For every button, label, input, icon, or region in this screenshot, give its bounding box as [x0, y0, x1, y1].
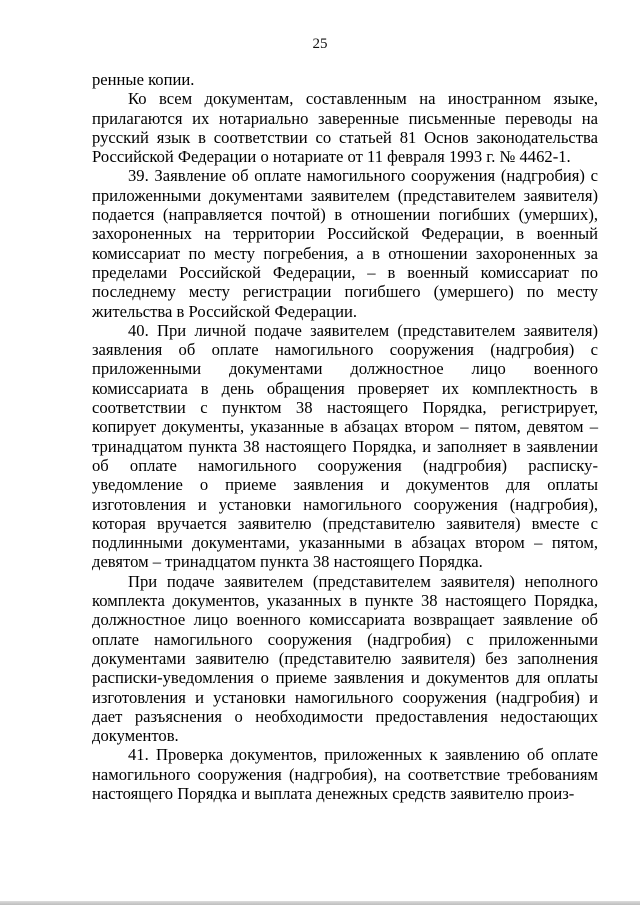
paragraph-continuation: ренные копии.	[92, 70, 195, 89]
paragraph-foreign-documents: Ко всем документам, составленным на иностранном языке, прилагаются их нотариально заверенные письменные переводы на русский язык в соответствии со статьей 81 Основ законодательства Российской Федерации о нотариате от 11 февраля 1993 г. № 4462-1.	[92, 89, 598, 167]
paragraph-41: 41. Проверка документов, приложенных к заявлению об оплате намогильного сооружения (надгробия), на соответствие требованиям настоящего Порядка и выплата денежных средств заявителю произ-	[92, 745, 598, 803]
paragraph-incomplete-set: При подаче заявителем (представителем заявителя) неполного комплекта документов, указанных в пункте 38 настоящего Порядка, должностное лицо военного комиссариата возвращает заявление об оплате намогильного сооружения (надгробия) с приложенными документами заявителю (представителю заявителя) без заполнения расписки-уведомления о приеме заявления и документов для оплаты изготовления и установки намогильного сооружения (надгробия) и дает разъяснения о необходимости предоставления недостающих документов.	[92, 571, 598, 746]
paragraph-39: 39. Заявление об оплате намогильного сооружения (надгробия) с приложенными документами заявителем (представителем заявителя) подается (направляется почтой) в отношении погибших (умерших), захороненных на территории Российской Федерации, в военный комиссариат по месту погребения, а в отношении захороненных за пределами Российской Федерации, – в военный комиссариат по последнему месту регистрации погибшего (умершего) по месту жительства в Российской Федерации.	[92, 166, 598, 321]
page-number: 25	[312, 36, 328, 52]
scan-edge	[0, 901, 640, 905]
paragraph-40: 40. При личной подаче заявителем (представителем заявителя) заявления об оплате намогильного сооружения (надгробия) с приложенными документами должностное лицо военного комиссариата в день обращения проверяет их комплектность в соответствии с пунктом 38 настоящего Порядка, регистрирует, копирует документы, указанные в абзацах втором – пятом, девятом – тринадцатом пункта 38 настоящего Порядка, и заполняет в заявлении об оплате намогильного сооружения (надгробия) расписку-уведомление о приеме заявления и документов для оплаты изготовления и установки намогильного сооружения (надгробия), которая вручается заявителю (представителю заявителя) вместе с подлинными документами, указанными в абзацах втором – пятом, девятом – тринадцатом пункта 38 настоящего Порядка.	[92, 320, 598, 572]
document-body	[92, 70, 598, 803]
